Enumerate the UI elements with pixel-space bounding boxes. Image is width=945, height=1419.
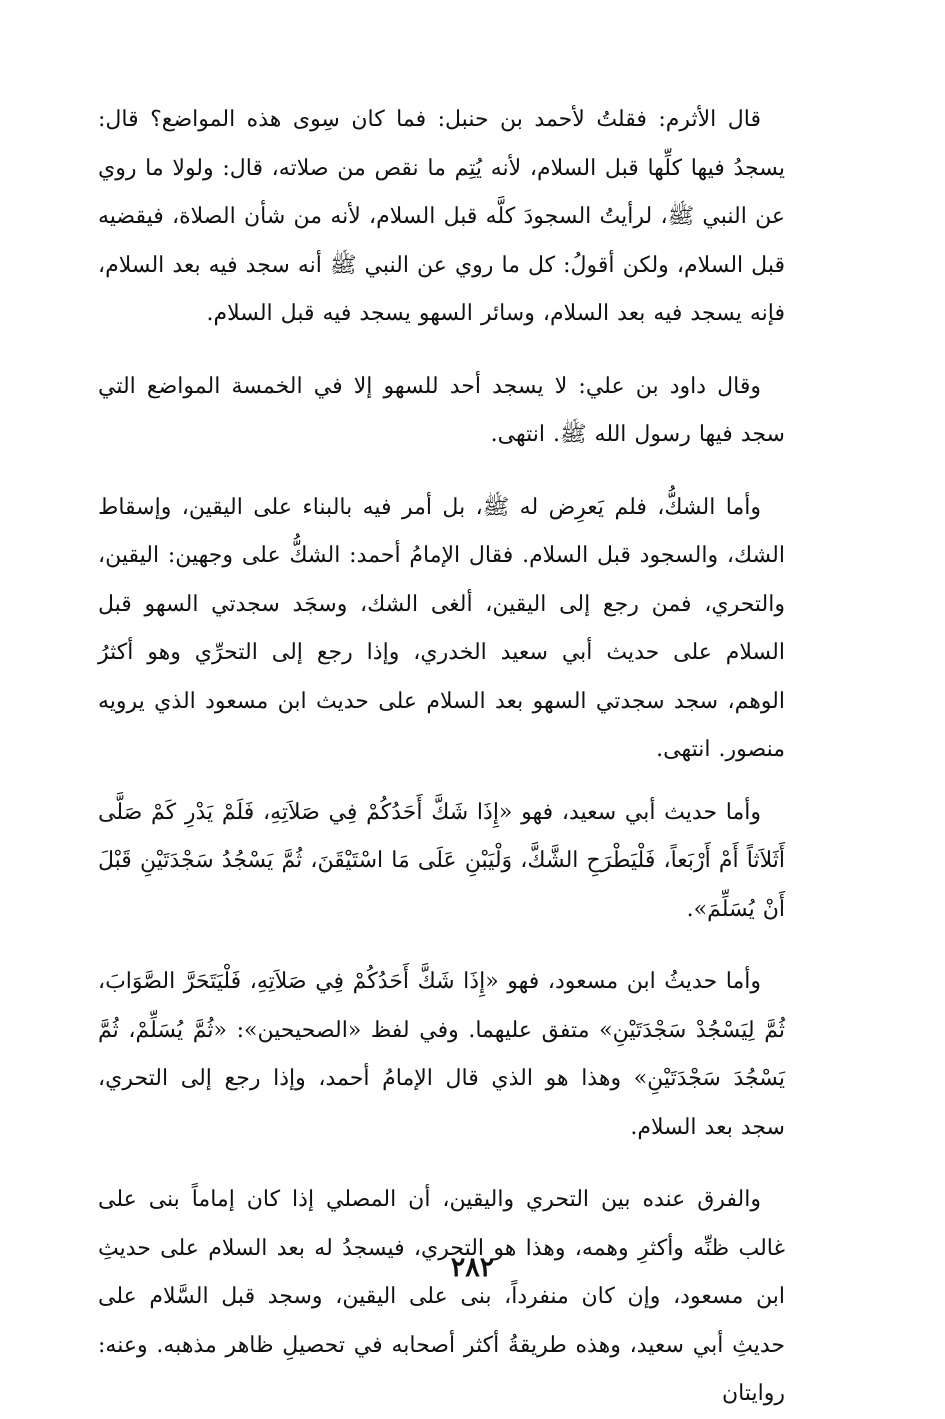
paragraph-shakk: وأما الشكُّ، فلم يَعرِض له ﷺ، بل أمر فيه بالبناء على اليقين، وإسقاط الشك، والسجود قبل السلام. فقال الإمامُ أحمد: الشكُّ على وجهين: اليقين، والتحري، فمن رجع إلى اليقين، ألغى الشك، وسجَد سجدتي السهو قبل السلام على حديث أبي سعيد الخدري، وإذا رجع إلى التحرِّي وهو أكثرُ الوهم، سجد سجدتي السهو بعد السلام على حديث ابن مسعود الذي يرويه منصور. انتهى. (98, 494, 785, 762)
page-body (98, 96, 785, 1419)
paragraph-ibn-masud-hadith: وأما حديثُ ابن مسعود، فهو «إِذَا شَكَّ أَحَدُكُمْ فِي صَلاَتِهِ، فَلْيَتَحَرَّ الصَّوَابَ، ثُمَّ لِيَسْجُدْ سَجْدَتَيْنِ» متفق عليهما. وفي لفظ «الصحيحين»: «ثُمَّ يُسَلِّمْ، ثُمَّ يَسْجُدَ سَجْدَتَيْنِ» وهذا هو الذي قال الإمامُ أحمد، وإذا رجع إلى التحري، سجد بعد السلام. (98, 969, 785, 1140)
paragraph-dawud: وقال داود بن علي: لا يسجد أحد للسهو إلا في الخمسة المواضع التي سجد فيها رسول الله ﷺ. انتهى. (98, 373, 785, 447)
paragraph-abu-said-hadith: وأما حديث أبي سعيد، فهو «إِذَا شَكَّ أَحَدُكُمْ فِي صَلاَتِهِ، فَلَمْ يَدْرِ كَمْ صَلَّى أَثَلاَثاً أَمْ أَرْبَعاً، فَلْيَطْرَحِ الشَّكَّ، وَلْيَبْنِ عَلَى مَا اسْتَيْقَنَ، ثُمَّ يَسْجُدُ سَجْدَتَيْنِ قَبْلَ أَنْ يُسَلِّمَ». (98, 799, 785, 922)
page-number: ٢٨٢ (450, 1252, 495, 1283)
paragraph-difference: والفرق عنده بين التحري واليقين، أن المصلي إذا كان إماماً بنى على غالب ظنِّه وأكثرِ وهمه، وهذا هو التحري، فيسجدُ له بعد السلام على حديثِ ابن مسعود، وإن كان منفرداً، بنى على اليقين، وسجد قبل السَّلام على حديثِ أبي سعيد، وهذه طريقةُ أكثر أصحابه في تحصيلِ ظاهر مذهبه. وعنه: روايتان (98, 1187, 785, 1406)
paragraph-athram: قال الأثرم: فقلتُ لأحمد بن حنبل: فما كان سِوى هذه المواضع؟ قال: يسجدُ فيها كلِّها قبل السلام، لأنه يُتِم ما نقص من صلاته، قال: ولولا ما روي عن النبي ﷺ، لرأيتُ السجودَ كلَّه قبل السلام، لأنه من شأن الصلاة، فيقضيه قبل السلام، ولكن أقولُ: كل ما روي عن النبي ﷺ أنه سجد فيه بعد السلام، فإنه يسجد فيه بعد السلام، وسائر السهو يسجد فيه قبل السلام. (98, 107, 785, 326)
